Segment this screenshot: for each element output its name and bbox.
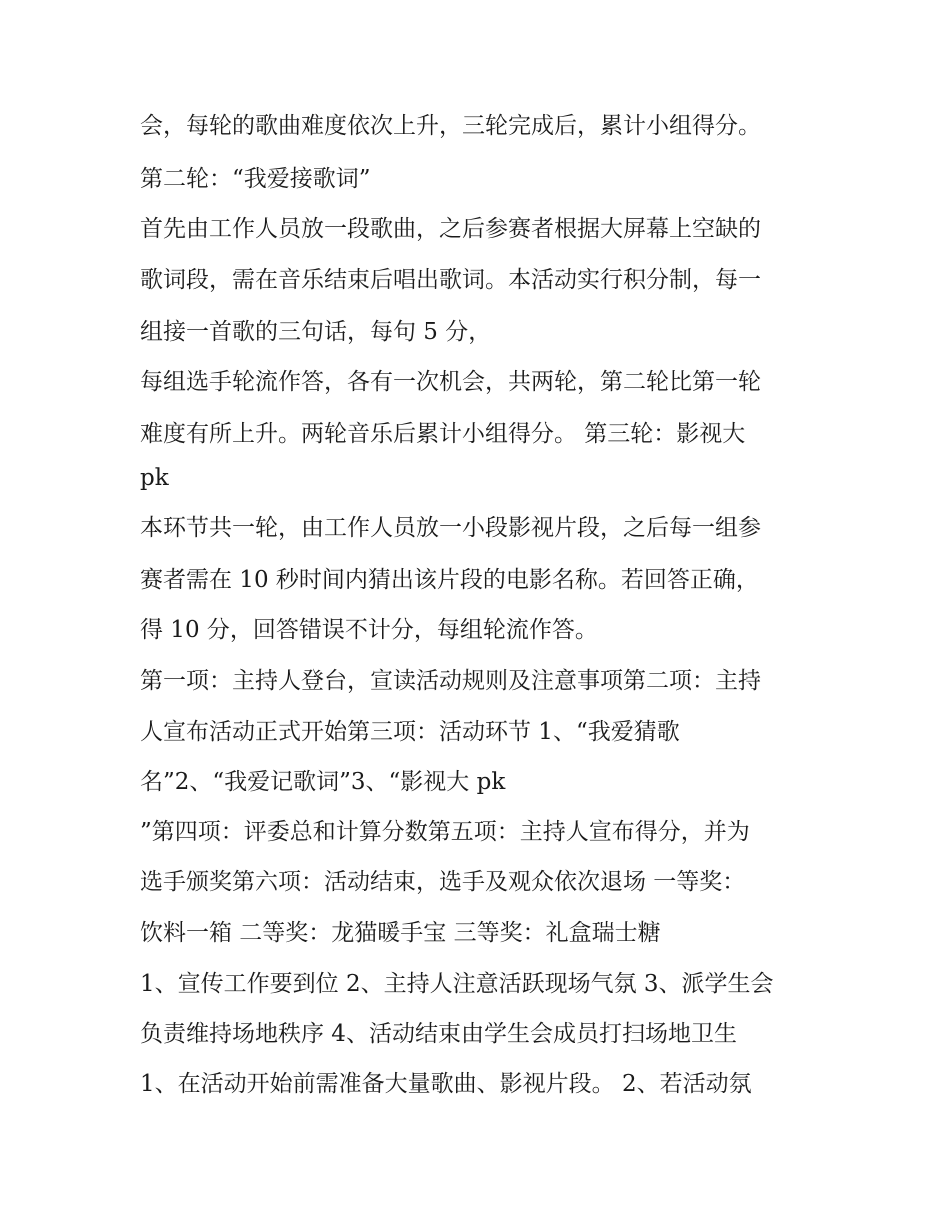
text-line: 每组选手轮流作答，各有一次机会，共两轮，第二轮比第一轮 <box>140 369 761 395</box>
text-line: 歌词段，需在音乐结束后唱出歌词。本活动实行积分制，每一 <box>140 267 761 293</box>
text-line: 本环节共一轮，由工作人员放一小段影视片段，之后每一组参 <box>140 515 761 541</box>
text-line: 选手颁奖第六项：活动结束，选手及观众依次退场 一等奖： <box>140 869 746 895</box>
text-line: 会，每轮的歌曲难度依次上升，三轮完成后，累计小组得分。 <box>140 113 761 139</box>
text-line: 难度有所上升。两轮音乐后累计小组得分。 第三轮：影视大 <box>140 421 746 447</box>
text-line: 负责维持场地秩序 4、活动结束由学生会成员打扫场地卫生 <box>140 1021 737 1047</box>
text-line: ”第四项：评委总和计算分数第五项：主持人宣布得分，并为 <box>140 819 750 845</box>
text-line: 第一项：主持人登台，宣读活动规则及注意事项第二项：主持 <box>140 668 761 694</box>
text-line: 赛者需在 10 秒时间内猜出该片段的电影名称。若回答正确， <box>140 567 759 593</box>
text-line: 首先由工作人员放一段歌曲，之后参赛者根据大屏幕上空缺的 <box>140 216 761 242</box>
text-line: 得 10 分，回答错误不计分，每组轮流作答。 <box>140 617 598 643</box>
text-line: 饮料一箱 二等奖：龙猫暖手宝 三等奖：礼盒瑞士糖 <box>140 920 661 946</box>
text-line: 人宣布活动正式开始第三项：活动环节 1、“我爱猜歌 <box>140 719 680 745</box>
text-line: 1、在活动开始前需准备大量歌曲、影视片段。 2、若活动氛 <box>140 1071 752 1097</box>
text-line: 1、宣传工作要到位 2、主持人注意活跃现场气氛 3、派学生会 <box>140 971 774 997</box>
text-line: pk <box>140 465 169 491</box>
text-line: 名”2、“我爱记歌词”3、“影视大 pk <box>140 769 506 795</box>
text-line: 组接一首歌的三句话，每句 5 分， <box>140 319 492 345</box>
text-line: 第二轮：“我爱接歌词” <box>140 166 371 192</box>
